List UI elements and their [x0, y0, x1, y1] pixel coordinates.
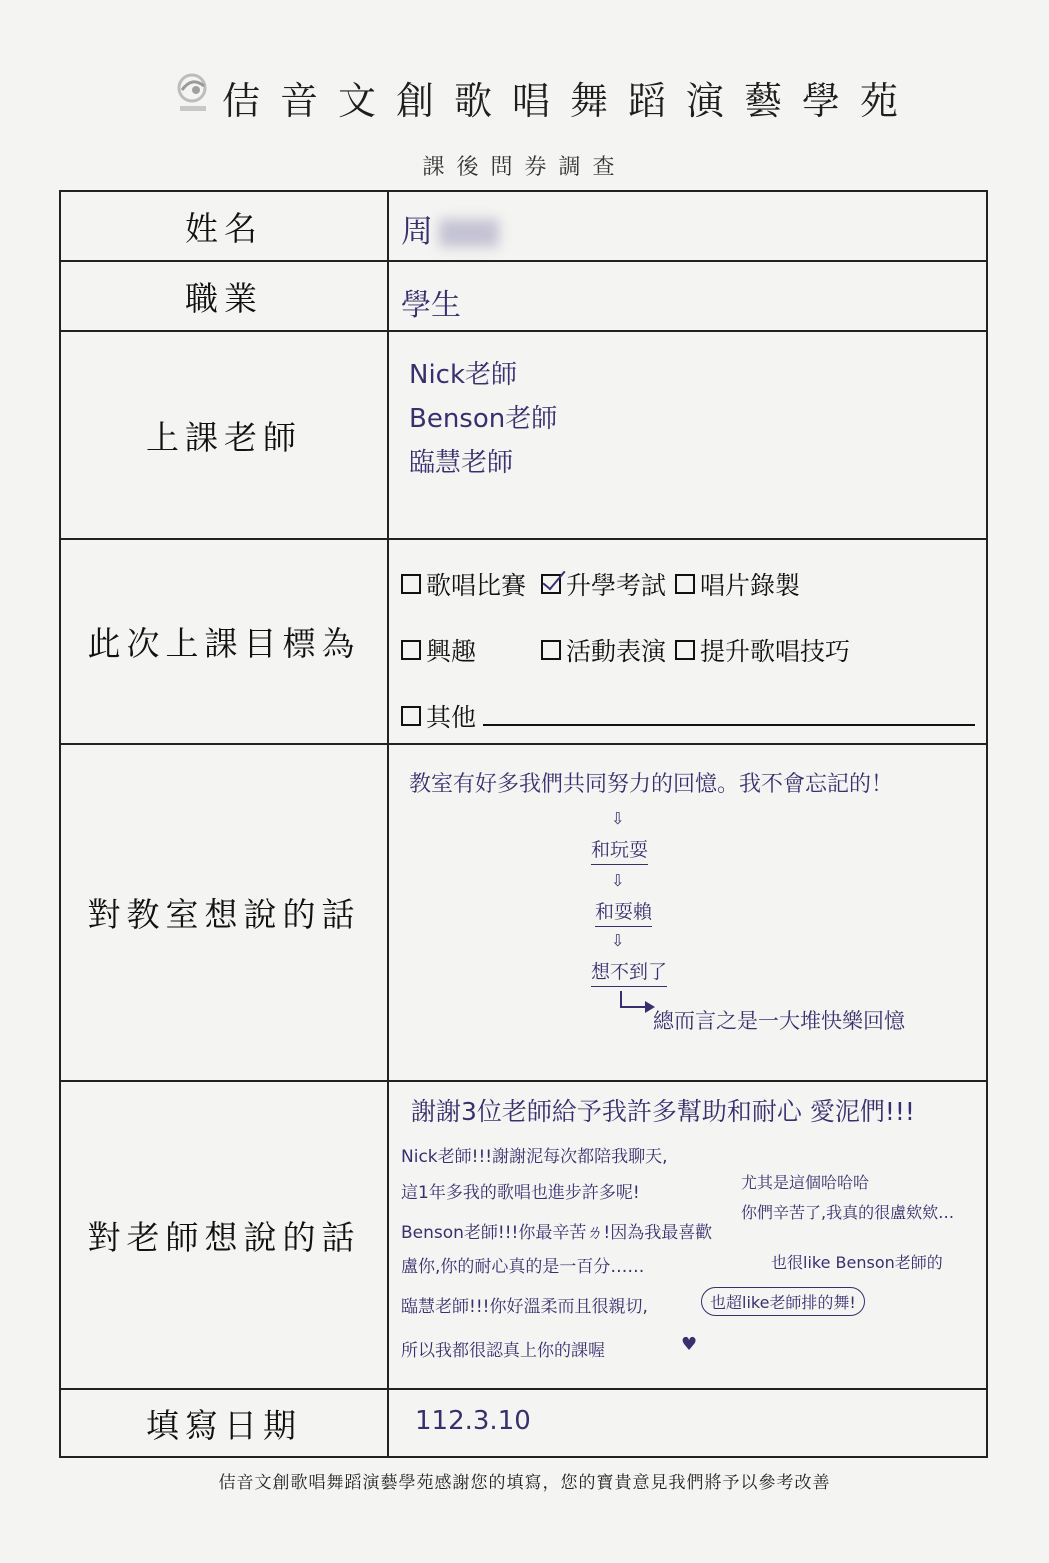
teacher-message-label: 對老師想說的話	[61, 1082, 389, 1388]
linhui-circled-note: 也超like老師排的舞!	[701, 1287, 865, 1316]
date-value: 112.3.10	[415, 1406, 531, 1436]
org-title: 佶音文創歌唱舞蹈演藝學苑	[222, 79, 919, 123]
goal-improve-singing[interactable]: 提升歌唱技巧	[675, 632, 850, 668]
header	[0, 62, 1049, 132]
row-occupation	[61, 262, 986, 332]
teachers-field[interactable]	[391, 332, 986, 538]
down-arrow-icon: ⇩	[611, 871, 625, 890]
checkbox-checked[interactable]	[541, 574, 561, 594]
side-note-2: 你們辛苦了,我真的很盧欸欸…	[741, 1203, 955, 1222]
date-label: 填寫日期	[61, 1390, 389, 1456]
row-goals	[61, 540, 986, 745]
goal-singing-contest[interactable]: 歌唱比賽	[401, 566, 526, 602]
nick-line-1: Nick老師!!!謝謝泥每次都陪我聊天,	[401, 1147, 668, 1167]
linhui-line-1: 臨慧老師!!!你好溫柔而且很親切,	[401, 1297, 648, 1317]
benson-line-1: Benson老師!!!你最辛苦ㄌ!因為我最喜歡	[401, 1223, 713, 1243]
survey-form	[59, 190, 988, 1458]
row-date	[61, 1390, 986, 1456]
down-arrow-icon: ⇩	[611, 931, 625, 950]
name-field[interactable]	[391, 192, 986, 260]
goal-other[interactable]: 其他	[401, 698, 476, 734]
goal-entrance-exam[interactable]: 升學考試	[541, 566, 666, 602]
goal-other-input-line[interactable]	[483, 724, 975, 726]
date-field[interactable]	[391, 1390, 986, 1456]
survey-title: 課後問券調查	[422, 155, 627, 180]
checkbox[interactable]	[541, 640, 561, 660]
row-teacher-message	[61, 1082, 986, 1390]
row-teachers	[61, 332, 986, 540]
blurred-name	[439, 219, 499, 247]
teacher-message-field[interactable]	[391, 1082, 986, 1388]
occupation-label: 職業	[61, 262, 389, 330]
row-name	[61, 192, 986, 262]
classroom-step-1: 和玩耍	[591, 835, 648, 865]
checkbox[interactable]	[401, 574, 421, 594]
teacher-benson: Benson老師	[409, 404, 558, 434]
down-arrow-icon: ⇩	[611, 809, 625, 828]
row-classroom-message	[61, 745, 986, 1082]
benson-side-note: 也很like Benson老師的	[771, 1253, 943, 1272]
benson-line-2: 盧你,你的耐心真的是一百分……	[401, 1257, 645, 1277]
teacher-nick: Nick老師	[409, 360, 518, 390]
classroom-message-field[interactable]	[391, 745, 986, 1080]
classroom-step-2: 和耍賴	[595, 897, 652, 927]
occupation-field[interactable]	[391, 262, 986, 330]
teacher-linhui: 臨慧老師	[409, 448, 514, 478]
side-note-1: 尤其是這個哈哈哈	[741, 1173, 870, 1192]
name-label: 姓名	[61, 192, 389, 260]
goals-label: 此次上課目標為	[61, 540, 389, 743]
classroom-step-3: 想不到了	[591, 957, 667, 987]
teachers-label: 上課老師	[61, 332, 389, 538]
name-value: 周	[401, 212, 434, 250]
goal-record-album[interactable]: 唱片錄製	[675, 566, 800, 602]
checkbox[interactable]	[675, 574, 695, 594]
classroom-message-label: 對教室想說的話	[61, 745, 389, 1080]
occupation-value: 學生	[401, 288, 461, 323]
goal-interest[interactable]: 興趣	[401, 632, 476, 668]
linhui-line-2: 所以我都很認真上你的課喔	[401, 1341, 605, 1361]
teacher-headline: 謝謝3位老師給予我許多幫助和耐心 愛泥們!!!	[411, 1097, 915, 1126]
checkbox[interactable]	[401, 706, 421, 726]
music-swirl-logo-icon	[170, 68, 218, 116]
checkbox[interactable]	[401, 640, 421, 660]
footer-thanks: 佶音文創歌唱舞蹈演藝學苑感謝您的填寫，您的寶貴意見我們將予以參考改善	[218, 1473, 831, 1493]
nick-line-2: 這1年多我的歌唱也進步許多呢!	[401, 1183, 640, 1203]
checkbox[interactable]	[675, 640, 695, 660]
classroom-conclusion: 總而言之是一大堆快樂回憶	[653, 1009, 905, 1033]
goal-event-performance[interactable]: 活動表演	[541, 632, 666, 668]
classroom-line-1: 教室有好多我們共同努力的回憶。我不會忘記的！	[409, 772, 894, 797]
goals-field	[391, 540, 986, 743]
heart-icon: ♥	[681, 1334, 698, 1355]
